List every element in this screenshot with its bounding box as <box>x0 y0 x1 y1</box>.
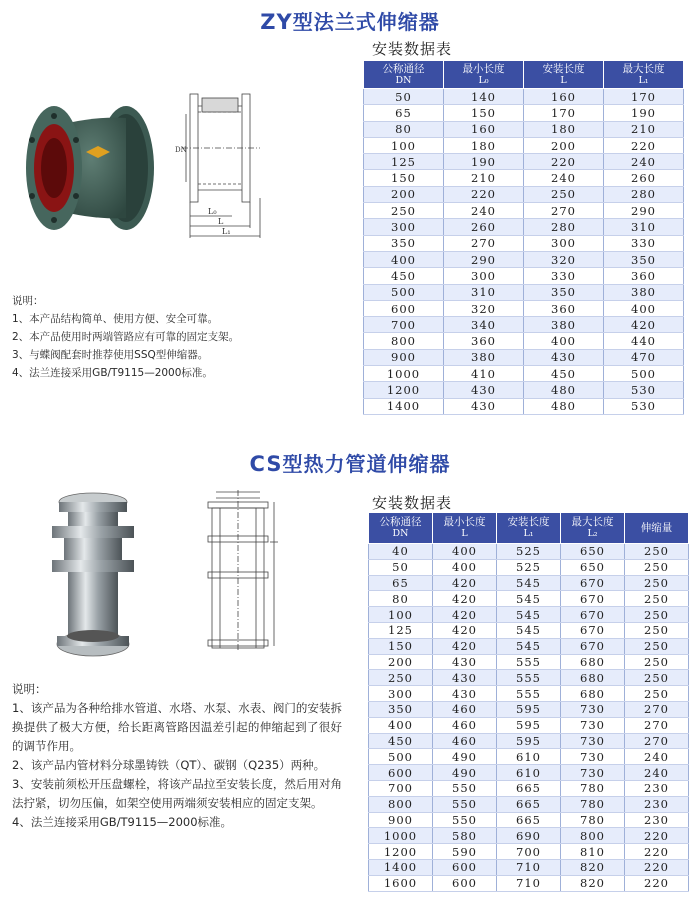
cs-table-cell: 250 <box>625 559 689 575</box>
zy-table-cell: 270 <box>444 235 524 251</box>
cs-table-cell: 250 <box>625 544 689 560</box>
zy-table-cell: 450 <box>364 268 444 284</box>
cs-table-cell: 125 <box>369 622 433 638</box>
cs-table-cell: 590 <box>433 844 497 860</box>
cs-table-cell: 700 <box>497 844 561 860</box>
cs-table-cell: 820 <box>561 875 625 891</box>
zy-column-label: 安装长度 <box>542 62 585 75</box>
zy-table-cell: 700 <box>364 317 444 333</box>
zy-table-cell: 260 <box>444 219 524 235</box>
zy-column-label: 最小长度 <box>462 62 505 75</box>
zy-table-cell: 250 <box>364 203 444 219</box>
zy-drawing-label-l: L <box>218 217 224 226</box>
cs-table-cell: 490 <box>433 749 497 765</box>
zy-table-row <box>364 154 684 170</box>
cs-table-cell: 600 <box>369 765 433 781</box>
cs-table-cell: 545 <box>497 638 561 654</box>
cs-table-row <box>369 796 689 812</box>
cs-table-cell: 250 <box>625 686 689 702</box>
zy-table-cell: 270 <box>524 203 604 219</box>
zy-table-cell: 360 <box>524 300 604 316</box>
cs-table-cell: 730 <box>561 749 625 765</box>
zy-table-cell: 280 <box>524 219 604 235</box>
zy-table-cell: 480 <box>524 398 604 414</box>
zy-table-cell: 530 <box>604 382 684 398</box>
cs-table-cell: 730 <box>561 765 625 781</box>
zy-table-cell: 300 <box>444 268 524 284</box>
zy-table-cell: 250 <box>524 186 604 202</box>
zy-table-cell: 400 <box>524 333 604 349</box>
cs-column-symbol: DN <box>392 528 409 539</box>
cs-table-cell: 1600 <box>369 875 433 891</box>
cs-table-row <box>369 828 689 844</box>
cs-table-cell: 710 <box>497 875 561 891</box>
cs-product-photo <box>38 488 148 668</box>
zy-table-cell: 210 <box>444 170 524 186</box>
cs-table-header-row <box>369 513 689 544</box>
zy-column-label: 公称通径 <box>382 62 425 75</box>
zy-table-cell: 320 <box>444 300 524 316</box>
zy-table-cell: 220 <box>444 186 524 202</box>
cs-table-cell: 545 <box>497 591 561 607</box>
cs-column-header <box>497 513 561 544</box>
cs-table-cell: 300 <box>369 686 433 702</box>
cs-table-cell: 610 <box>497 749 561 765</box>
cs-table-cell: 730 <box>561 717 625 733</box>
zy-column-header <box>364 61 444 89</box>
cs-table-cell: 460 <box>433 733 497 749</box>
zy-table-row <box>364 121 684 137</box>
cs-table-cell: 525 <box>497 544 561 560</box>
cs-table-cell: 220 <box>625 875 689 891</box>
cs-table-cell: 65 <box>369 575 433 591</box>
cs-table-cell: 250 <box>625 591 689 607</box>
zy-table-header-row <box>364 61 684 89</box>
zy-table-row <box>364 398 684 414</box>
cs-column-label: 公称通径 <box>379 516 422 528</box>
zy-column-header <box>524 61 604 89</box>
cs-column-label: 最小长度 <box>443 516 486 528</box>
zy-table-cell: 450 <box>524 366 604 382</box>
cs-table-cell: 780 <box>561 780 625 796</box>
cs-table-cell: 680 <box>561 670 625 686</box>
zy-table-cell: 290 <box>444 251 524 267</box>
cs-table-cell: 650 <box>561 544 625 560</box>
cs-column-symbol: L₂ <box>587 528 598 539</box>
cs-table-cell: 250 <box>625 607 689 623</box>
cs-table-row <box>369 701 689 717</box>
cs-column-header <box>433 513 497 544</box>
cs-table-cell: 600 <box>433 859 497 875</box>
cs-table-cell: 730 <box>561 733 625 749</box>
cs-table-cell: 665 <box>497 780 561 796</box>
cs-title-latin: CS <box>249 452 283 476</box>
zy-note-4: 4、法兰连接采用GB/T9115—2000标准。 <box>12 367 213 379</box>
zy-table-cell: 380 <box>444 349 524 365</box>
zy-table-cell: 350 <box>364 235 444 251</box>
cs-table-cell: 420 <box>433 638 497 654</box>
cs-table-cell: 595 <box>497 733 561 749</box>
zy-table-cell: 170 <box>524 105 604 121</box>
zy-notes-heading: 说明： <box>12 295 44 307</box>
zy-table-cell: 350 <box>524 284 604 300</box>
cs-table-row <box>369 575 689 591</box>
zy-table-row <box>364 186 684 202</box>
cs-table-cell: 550 <box>433 780 497 796</box>
cs-table-row <box>369 559 689 575</box>
zy-table-cell: 320 <box>524 251 604 267</box>
cs-table-row <box>369 844 689 860</box>
zy-note-3: 3、与蝶阀配套时推荐使用SSQ型伸缩器。 <box>12 349 209 361</box>
zy-table-cell: 65 <box>364 105 444 121</box>
cs-table-cell: 250 <box>369 670 433 686</box>
cs-table-cell: 250 <box>625 670 689 686</box>
cs-table-cell: 460 <box>433 701 497 717</box>
cs-table-cell: 665 <box>497 796 561 812</box>
zy-product-photo <box>18 88 168 238</box>
zy-table-cell: 900 <box>364 349 444 365</box>
cs-table-cell: 670 <box>561 638 625 654</box>
zy-table-cell: 470 <box>604 349 684 365</box>
zy-table-row <box>364 105 684 121</box>
zy-notes <box>12 292 342 382</box>
zy-drawing-label-dn: DN <box>175 146 187 154</box>
zy-drawing-label-l0: L₀ <box>208 207 217 216</box>
zy-table-cell: 190 <box>604 105 684 121</box>
cs-table-cell: 550 <box>433 812 497 828</box>
cs-table-cell: 250 <box>625 638 689 654</box>
zy-table-cell: 140 <box>444 89 524 105</box>
zy-title-text: 型法兰式伸缩器 <box>292 10 440 34</box>
zy-table-row <box>364 219 684 235</box>
zy-table-cell: 100 <box>364 137 444 153</box>
cs-table-cell: 555 <box>497 670 561 686</box>
zy-table-caption: 安装数据表 <box>372 40 453 58</box>
cs-table-cell: 700 <box>369 780 433 796</box>
zy-table-cell: 160 <box>444 121 524 137</box>
cs-table-cell: 200 <box>369 654 433 670</box>
cs-table-cell: 240 <box>625 765 689 781</box>
zy-table-cell: 280 <box>604 186 684 202</box>
cs-table-cell: 900 <box>369 812 433 828</box>
zy-table-cell: 330 <box>604 235 684 251</box>
cs-table-cell: 525 <box>497 559 561 575</box>
zy-table-cell: 350 <box>604 251 684 267</box>
zy-table-cell: 190 <box>444 154 524 170</box>
zy-table-cell: 200 <box>524 137 604 153</box>
zy-table-row <box>364 284 684 300</box>
cs-table-cell: 545 <box>497 622 561 638</box>
cs-table-row <box>369 591 689 607</box>
zy-table-cell: 400 <box>364 251 444 267</box>
cs-table-cell: 350 <box>369 701 433 717</box>
zy-table-cell: 240 <box>604 154 684 170</box>
cs-table-cell: 820 <box>561 859 625 875</box>
zy-table-cell: 210 <box>604 121 684 137</box>
zy-table-cell: 310 <box>604 219 684 235</box>
zy-table-cell: 125 <box>364 154 444 170</box>
zy-table-cell: 430 <box>444 398 524 414</box>
zy-table-cell: 330 <box>524 268 604 284</box>
cs-table-cell: 595 <box>497 701 561 717</box>
zy-table-row <box>364 349 684 365</box>
zy-table-cell: 800 <box>364 333 444 349</box>
cs-table-cell: 800 <box>561 828 625 844</box>
zy-table-cell: 600 <box>364 300 444 316</box>
cs-table-cell: 580 <box>433 828 497 844</box>
cs-table-cell: 270 <box>625 733 689 749</box>
zy-table-cell: 1400 <box>364 398 444 414</box>
cs-table-cell: 460 <box>433 717 497 733</box>
cs-table-cell: 150 <box>369 638 433 654</box>
zy-table-row <box>364 251 684 267</box>
zy-table-row <box>364 333 684 349</box>
zy-table-cell: 440 <box>604 333 684 349</box>
zy-table-cell: 290 <box>604 203 684 219</box>
cs-table-cell: 490 <box>433 765 497 781</box>
zy-section-title <box>0 6 700 35</box>
zy-table-row <box>364 203 684 219</box>
cs-note-4: 4、法兰连接采用GB/T9115—2000标准。 <box>12 815 233 829</box>
zy-note-1: 1、本产品结构简单、使用方便、安全可靠。 <box>12 313 219 325</box>
cs-table-cell: 500 <box>369 749 433 765</box>
cs-table-cell: 420 <box>433 575 497 591</box>
cs-table-cell: 230 <box>625 780 689 796</box>
zy-table-cell: 260 <box>604 170 684 186</box>
cs-table-cell: 250 <box>625 575 689 591</box>
cs-table-cell: 400 <box>433 559 497 575</box>
zy-table-cell: 400 <box>604 300 684 316</box>
cs-table-cell: 710 <box>497 859 561 875</box>
cs-column-label: 安装长度 <box>507 516 550 528</box>
zy-table-cell: 500 <box>604 366 684 382</box>
cs-note-2: 2、该产品内管材料分球墨铸铁（QT）、碳钢（Q235）两种。 <box>12 758 326 772</box>
zy-table-cell: 200 <box>364 186 444 202</box>
zy-column-header <box>604 61 684 89</box>
cs-table-cell: 555 <box>497 654 561 670</box>
zy-table-cell: 240 <box>524 170 604 186</box>
cs-section-title <box>0 448 700 477</box>
cs-table-row <box>369 654 689 670</box>
cs-table-cell: 220 <box>625 859 689 875</box>
cs-table-cell: 400 <box>369 717 433 733</box>
zy-column-symbol: DN <box>395 74 412 86</box>
zy-table-row <box>364 137 684 153</box>
cs-table-row <box>369 544 689 560</box>
cs-table-cell: 800 <box>369 796 433 812</box>
zy-table-cell: 220 <box>524 154 604 170</box>
cs-note-3: 3、安装前须松开压盘螺栓，将该产品拉至安装长度，然后用对角法拧紧，切勿压偏，如架空使用两端须安装相应的固定支架。 <box>12 777 342 810</box>
cs-title-text: 型热力管道伸缩器 <box>282 452 451 476</box>
zy-table-row <box>364 382 684 398</box>
cs-dimension-drawing <box>198 488 288 653</box>
cs-table-cell: 420 <box>433 607 497 623</box>
zy-drawing-label-l1: L₁ <box>222 227 231 236</box>
zy-table-cell: 1200 <box>364 382 444 398</box>
zy-table-cell: 360 <box>444 333 524 349</box>
zy-table-cell: 50 <box>364 89 444 105</box>
cs-table-cell: 680 <box>561 654 625 670</box>
zy-table-cell: 430 <box>524 349 604 365</box>
zy-table-cell: 360 <box>604 268 684 284</box>
zy-note-2: 2、本产品使用时两端管路应有可靠的固定支架。 <box>12 331 240 343</box>
cs-column-header <box>369 513 433 544</box>
cs-table-cell: 430 <box>433 670 497 686</box>
zy-column-label: 最大长度 <box>622 62 665 75</box>
cs-table-row <box>369 717 689 733</box>
cs-table-cell: 670 <box>561 622 625 638</box>
cs-table-row <box>369 607 689 623</box>
cs-notes-heading: 说明： <box>12 682 47 696</box>
zy-table-cell: 80 <box>364 121 444 137</box>
cs-table-cell: 270 <box>625 701 689 717</box>
zy-table-row <box>364 235 684 251</box>
cs-table-row <box>369 765 689 781</box>
cs-table-row <box>369 670 689 686</box>
cs-table-cell: 670 <box>561 607 625 623</box>
zy-table-cell: 380 <box>604 284 684 300</box>
cs-column-symbol: L₁ <box>523 528 534 539</box>
zy-table-row <box>364 366 684 382</box>
cs-table-cell: 250 <box>625 622 689 638</box>
cs-table-row <box>369 780 689 796</box>
cs-table-cell: 240 <box>625 749 689 765</box>
zy-table-row <box>364 170 684 186</box>
cs-column-label: 伸缩量 <box>640 522 673 534</box>
cs-table-cell: 670 <box>561 575 625 591</box>
zy-table-cell: 180 <box>444 137 524 153</box>
cs-table-cell: 430 <box>433 686 497 702</box>
cs-table-row <box>369 638 689 654</box>
cs-table-cell: 1400 <box>369 859 433 875</box>
cs-table-cell: 250 <box>625 654 689 670</box>
cs-install-data-table <box>368 512 689 892</box>
zy-table-cell: 180 <box>524 121 604 137</box>
cs-table-cell: 1200 <box>369 844 433 860</box>
cs-table-cell: 555 <box>497 686 561 702</box>
zy-table-cell: 420 <box>604 317 684 333</box>
zy-column-symbol: L₁ <box>638 74 649 86</box>
zy-table-cell: 480 <box>524 382 604 398</box>
cs-table-cell: 220 <box>625 828 689 844</box>
cs-table-cell: 545 <box>497 575 561 591</box>
zy-table-cell: 380 <box>524 317 604 333</box>
cs-table-cell: 595 <box>497 717 561 733</box>
cs-table-cell: 420 <box>433 622 497 638</box>
cs-table-row <box>369 749 689 765</box>
cs-table-row <box>369 859 689 875</box>
zy-table-cell: 1000 <box>364 366 444 382</box>
zy-table-row <box>364 300 684 316</box>
cs-table-cell: 550 <box>433 796 497 812</box>
zy-table-cell: 240 <box>444 203 524 219</box>
cs-table-cell: 680 <box>561 686 625 702</box>
cs-column-symbol: L <box>461 528 468 539</box>
zy-title-latin: ZY <box>260 10 293 34</box>
cs-table-cell: 420 <box>433 591 497 607</box>
zy-table-cell: 160 <box>524 89 604 105</box>
zy-table-cell: 340 <box>444 317 524 333</box>
cs-column-header <box>561 513 625 544</box>
zy-table-row <box>364 317 684 333</box>
cs-table-cell: 780 <box>561 796 625 812</box>
cs-table-cell: 450 <box>369 733 433 749</box>
zy-table-cell: 530 <box>604 398 684 414</box>
cs-table-cell: 80 <box>369 591 433 607</box>
zy-column-symbol: L <box>560 74 567 86</box>
cs-table-cell: 730 <box>561 701 625 717</box>
cs-table-cell: 610 <box>497 765 561 781</box>
cs-table-row <box>369 812 689 828</box>
cs-table-cell: 220 <box>625 844 689 860</box>
cs-table-cell: 1000 <box>369 828 433 844</box>
zy-table-cell: 500 <box>364 284 444 300</box>
zy-table-cell: 150 <box>364 170 444 186</box>
cs-notes <box>12 680 342 832</box>
zy-table-cell: 150 <box>444 105 524 121</box>
zy-table-cell: 430 <box>444 382 524 398</box>
zy-table-cell: 170 <box>604 89 684 105</box>
cs-table-row <box>369 733 689 749</box>
cs-table-cell: 600 <box>433 875 497 891</box>
zy-install-data-table <box>363 60 684 415</box>
zy-table-row <box>364 89 684 105</box>
cs-column-header <box>625 513 689 544</box>
zy-column-header <box>444 61 524 89</box>
zy-table-cell: 300 <box>364 219 444 235</box>
cs-table-cell: 665 <box>497 812 561 828</box>
cs-note-1: 1、该产品为各种给排水管道、水塔、水泵、水表、阀门的安装拆换提供了极大方便，给长距离管路因温差引起的伸缩起到了很好的调节作用。 <box>12 701 342 753</box>
zy-table-cell: 310 <box>444 284 524 300</box>
cs-table-row <box>369 622 689 638</box>
cs-table-cell: 230 <box>625 812 689 828</box>
cs-table-cell: 50 <box>369 559 433 575</box>
cs-table-cell: 545 <box>497 607 561 623</box>
cs-table-cell: 810 <box>561 844 625 860</box>
cs-table-cell: 430 <box>433 654 497 670</box>
cs-table-row <box>369 686 689 702</box>
cs-table-cell: 650 <box>561 559 625 575</box>
cs-table-cell: 270 <box>625 717 689 733</box>
cs-column-label: 最大长度 <box>571 516 614 528</box>
cs-table-cell: 40 <box>369 544 433 560</box>
zy-table-cell: 300 <box>524 235 604 251</box>
cs-table-cell: 670 <box>561 591 625 607</box>
zy-table-cell: 410 <box>444 366 524 382</box>
zy-column-symbol: L₀ <box>478 74 489 86</box>
cs-table-cell: 690 <box>497 828 561 844</box>
zy-table-cell: 220 <box>604 137 684 153</box>
cs-table-caption: 安装数据表 <box>372 494 453 512</box>
cs-table-cell: 230 <box>625 796 689 812</box>
zy-table-row <box>364 268 684 284</box>
zy-dimension-drawing <box>172 78 292 248</box>
cs-table-cell: 400 <box>433 544 497 560</box>
cs-table-cell: 100 <box>369 607 433 623</box>
cs-table-row <box>369 875 689 891</box>
cs-table-cell: 780 <box>561 812 625 828</box>
